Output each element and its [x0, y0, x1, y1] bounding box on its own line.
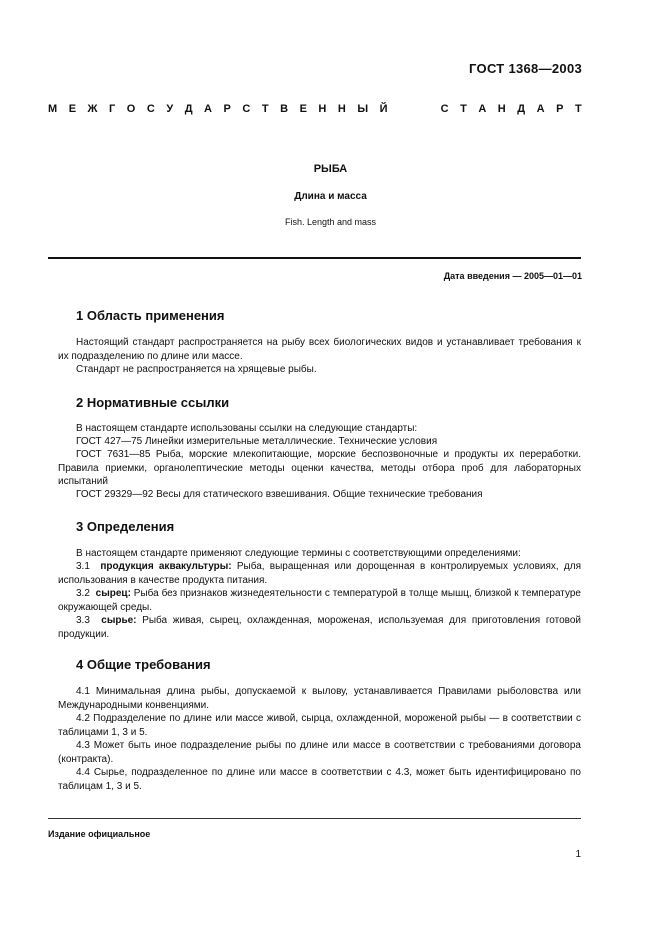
- section-heading-definitions: 3 Определения: [76, 519, 175, 534]
- definition-term: сырье:: [101, 615, 137, 626]
- definition-text: Рыба без признаков жизнедеятельности с температурой в толще мышц, близкой к температуре окружающей среды.: [58, 588, 581, 613]
- document-number: ГОСТ 1368—2003: [469, 61, 582, 76]
- heading-letter: Т: [574, 103, 582, 115]
- definition-text: Рыба живая, сырец, охлажденная, мороженая, используемая для приготовления готовой продукции.: [58, 615, 582, 640]
- heading-letter: Т: [261, 103, 269, 115]
- heading-letter: У: [166, 103, 174, 115]
- heading-letter: Н: [337, 103, 346, 115]
- heading-letter: О: [126, 103, 136, 115]
- paragraph: В настоящем стандарте использованы ссылки на следующие стандарты:: [76, 423, 418, 434]
- reference-item: ГОСТ 7631—85 Рыба, морские млекопитающие, морские беспозвоночные и продукты их переработки. Правила приемки, органолептические методы оценки качества, методы отбора проб для лабораторных испытаний: [58, 449, 581, 487]
- definition-number: 3.1: [76, 561, 90, 572]
- heading-letter: Н: [318, 103, 327, 115]
- heading-letter: А: [204, 103, 212, 115]
- document-title-english: Fish. Length and mass: [284, 217, 377, 227]
- section-heading-scope: 1 Область применения: [76, 308, 225, 323]
- heading-letter: Р: [223, 103, 231, 115]
- definition-number: 3.3: [76, 615, 90, 626]
- heading-letter: В: [280, 103, 289, 115]
- definition-item: [58, 587, 581, 614]
- heading-letter: А: [478, 103, 487, 115]
- definition-term: сырец:: [95, 588, 131, 599]
- word-gap: [399, 103, 429, 115]
- heading-letter: Т: [460, 103, 467, 115]
- heading-letter: Е: [68, 103, 77, 115]
- section-heading-references: 2 Нормативные ссылки: [76, 395, 230, 410]
- paragraph: 4.2 Подразделение по длине или массе живой, сырца, охлажденной, мороженой рыбы — в соответствии с таблицами 1, 3 и 5.: [58, 713, 581, 738]
- heading-letter: Р: [556, 103, 564, 115]
- heading-letter: С: [242, 103, 251, 115]
- heading-letter: Д: [517, 103, 526, 115]
- heading-letter: Г: [109, 103, 116, 115]
- heading-letter: А: [536, 103, 545, 115]
- definition-text: Рыба, выращенная или дорощенная в контролируемых условиях, для использования в качестве продукта питания.: [58, 561, 582, 586]
- reference-item: ГОСТ 427—75 Линейки измерительные металлические. Технические условия: [76, 436, 438, 447]
- heading-letter: Н: [497, 103, 506, 115]
- paragraph: 4.3 Может быть иное подразделение рыбы по длине или массе в соответствии с требованиями договора (контракта).: [58, 740, 581, 765]
- definition-number: 3.2: [76, 588, 90, 599]
- page-number: 1: [575, 849, 581, 860]
- document-title: РЫБА: [313, 163, 348, 175]
- heading-letter: Ы: [357, 103, 369, 115]
- paragraph: В настоящем стандарте применяют следующие термины с соответствующими определениями:: [76, 548, 521, 559]
- standard-type-heading: [48, 103, 582, 115]
- paragraph: 4.4 Сырье, подразделенное по длине или массе в соответствии с 4.3, может быть идентифицировано по таблицам 1, 3 и 5.: [58, 767, 581, 792]
- heading-letter: М: [48, 103, 58, 115]
- paragraph: Стандарт не распространяется на хрящевые рыбы.: [76, 364, 317, 375]
- heading-letter: Д: [184, 103, 193, 115]
- definition-term: продукция аквакультуры:: [100, 561, 232, 572]
- title-divider: [48, 257, 581, 259]
- heading-letter: С: [146, 103, 155, 115]
- footer-divider: [48, 818, 581, 819]
- introduction-date: Дата введения — 2005—01—01: [443, 271, 582, 281]
- definition-item: [58, 560, 581, 587]
- reference-item: ГОСТ 29329—92 Весы для статического взвешивания. Общие технические требования: [76, 489, 483, 500]
- heading-letter: Й: [379, 103, 388, 115]
- document-subtitle: Длина и масса: [294, 191, 367, 202]
- heading-letter: С: [440, 103, 449, 115]
- paragraph: Настоящий стандарт распространяется на рыбу всех биологических видов и устанавливает требования к их подразделению по длине или массе.: [58, 337, 581, 362]
- edition-note: Издание официальное: [48, 829, 151, 839]
- heading-letter: Ж: [87, 103, 98, 115]
- definition-item: [58, 614, 581, 641]
- section-heading-general-requirements: 4 Общие требования: [76, 657, 211, 672]
- heading-letter: Е: [299, 103, 307, 115]
- paragraph: 4.1 Минимальная длина рыбы, допускаемой к вылову, устанавливается Правилами рыболовства или Международными конвенциями.: [58, 686, 581, 711]
